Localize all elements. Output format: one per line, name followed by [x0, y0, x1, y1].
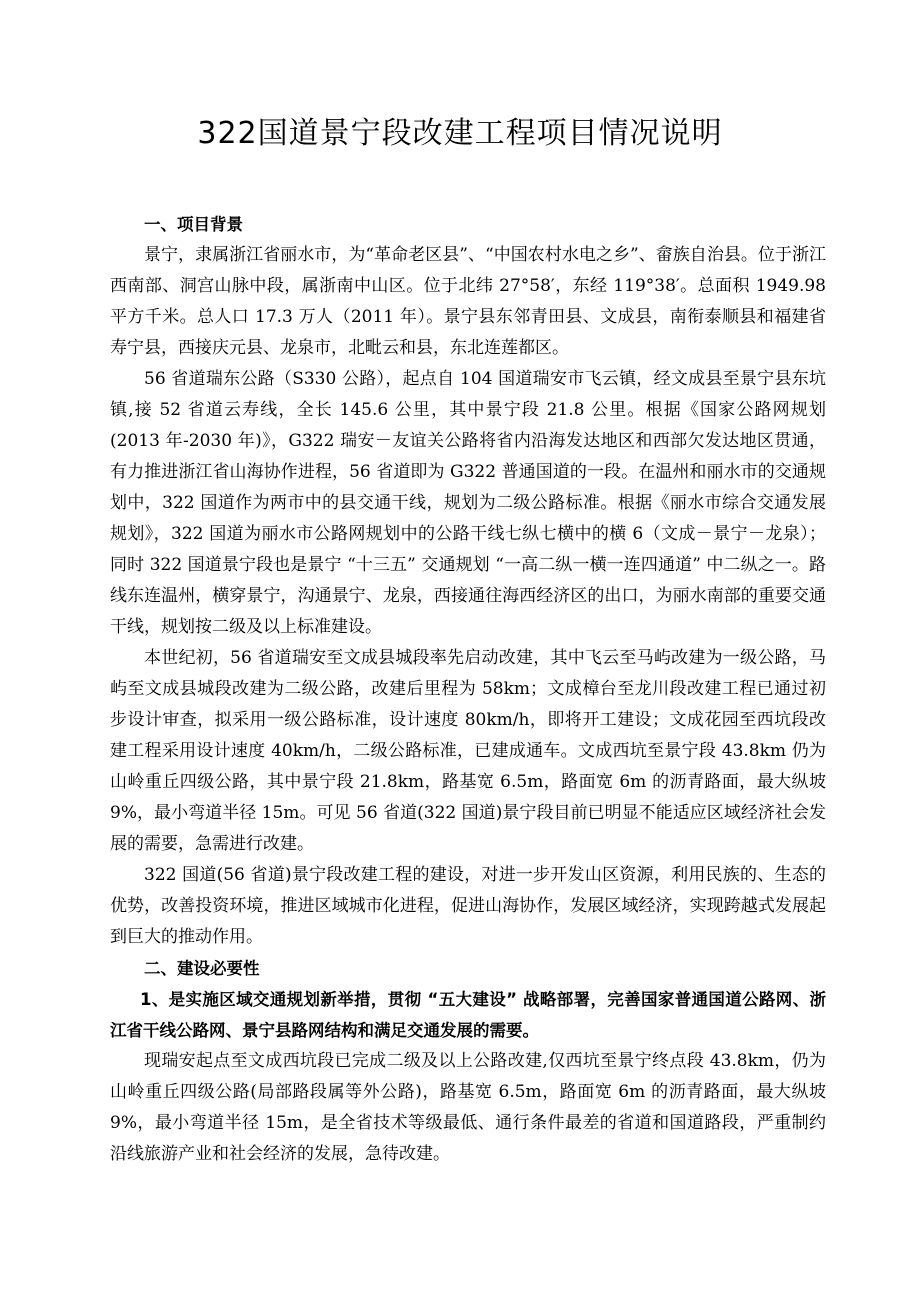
- paragraph-construction-status: 本世纪初，56 省道瑞安至文成县城段率先启动改建，其中飞云至马屿改建为一级公路，马屿至文成县城段改建为二级公路，改建后里程为 58km；文成樟台至龙川段改建工程已通过初步设计审查，拟采用一级公路标准，设计速度 80km/h，即将开工建设；文成花园至西坑段改建工程采用设计速度 40km/h，二级公路标准，已建成通车。文成西坑至景宁段 43.8km 仍为山岭重丘四级公路，其中景宁段 21.8km，路基宽 6.5m，路面宽 6m 的沥青路面，最大纵坡 9%，最小弯道半径 15m。可见 56 省道(322 国道)景宁段目前已明显不能适应区域经济社会发展的需要，急需进行改建。: [110, 648, 826, 854]
- section-heading-background: 一、项目背景: [144, 215, 243, 234]
- paragraph-current-condition: 现瑞安起点至文成西坑段已完成二级及以上公路改建,仅西坑至景宁终点段 43.8km，仍为山岭重丘四级公路(局部路段属等外公路)，路基宽 6.5m，路面宽 6m 的沥青路面，最大纵坡 9%，最小弯道半径 15m，是全省技术等级最低、通行条件最差的省道和国道路段，严重制约沿线旅游产业和社会经济的发展，急待改建。: [110, 1051, 826, 1164]
- necessity-point-1: 1、是实施区域交通规划新举措，贯彻 “五大建设” 战略部署，完善国家普通国道公路网、浙江省干线公路网、景宁县路网结构和满足交通发展的需要。: [110, 990, 826, 1040]
- paragraph-route-planning: 56 省道瑞东公路（S330 公路），起点自 104 国道瑞安市飞云镇，经文成县至景宁县东坑镇,接 52 省道云寿线，全长 145.6 公里，其中景宁段 21.8 公里。根据《国家公路网规划(2013 年-2030 年)》，G322 瑞安－友谊关公路将省内沿海发达地区和西部欠发达地区贯通，有力推进浙江省山海协作进程，56 省道即为 G322 普通国道的一段。在温州和丽水市的交通规划中，322 国道作为两市中的县交通干线，规划为二级公路标准。根据《丽水市综合交通发展规划》，322 国道为丽水市公路网规划中的公路干线七纵七横中的横 6（文成－景宁－龙泉）；同时 322 国道景宁段也是景宁 “十三五” 交通规划 “一高二纵一横一连四通道” 中二纵之一。路线东连温州，横穿景宁，沟通景宁、龙泉，西接通往海西经济区的出口，为丽水南部的重要交通干线，规划按二级及以上标准建设。: [110, 369, 826, 637]
- paragraph-location: 景宁，隶属浙江省丽水市，为“革命老区县”、“中国农村水电之乡”、畲族自治县。位于浙江西南部、洞宫山脉中段，属浙南中山区。位于北纬 27°58′，东经 119°38′。总面积 1949.98 平方千米。总人口 17.3 万人（2011 年）。景宁县东邻青田县、文成县，南衔泰顺县和福建省寿宁县，西接庆元县、龙泉市，北毗云和县，东北连莲都区。: [110, 245, 826, 358]
- section-heading-necessity: 二、建设必要性: [144, 959, 260, 978]
- document-body: [110, 209, 826, 1170]
- paragraph-significance: 322 国道(56 省道)景宁段改建工程的建设，对进一步开发山区资源，利用民族的、生态的优势，改善投资环境，推进区域城市化进程，促进山海协作，发展区域经济，实现跨越式发展起到巨大的推动作用。: [110, 865, 826, 947]
- document-title: 322国道景宁段改建工程项目情况说明: [197, 116, 723, 151]
